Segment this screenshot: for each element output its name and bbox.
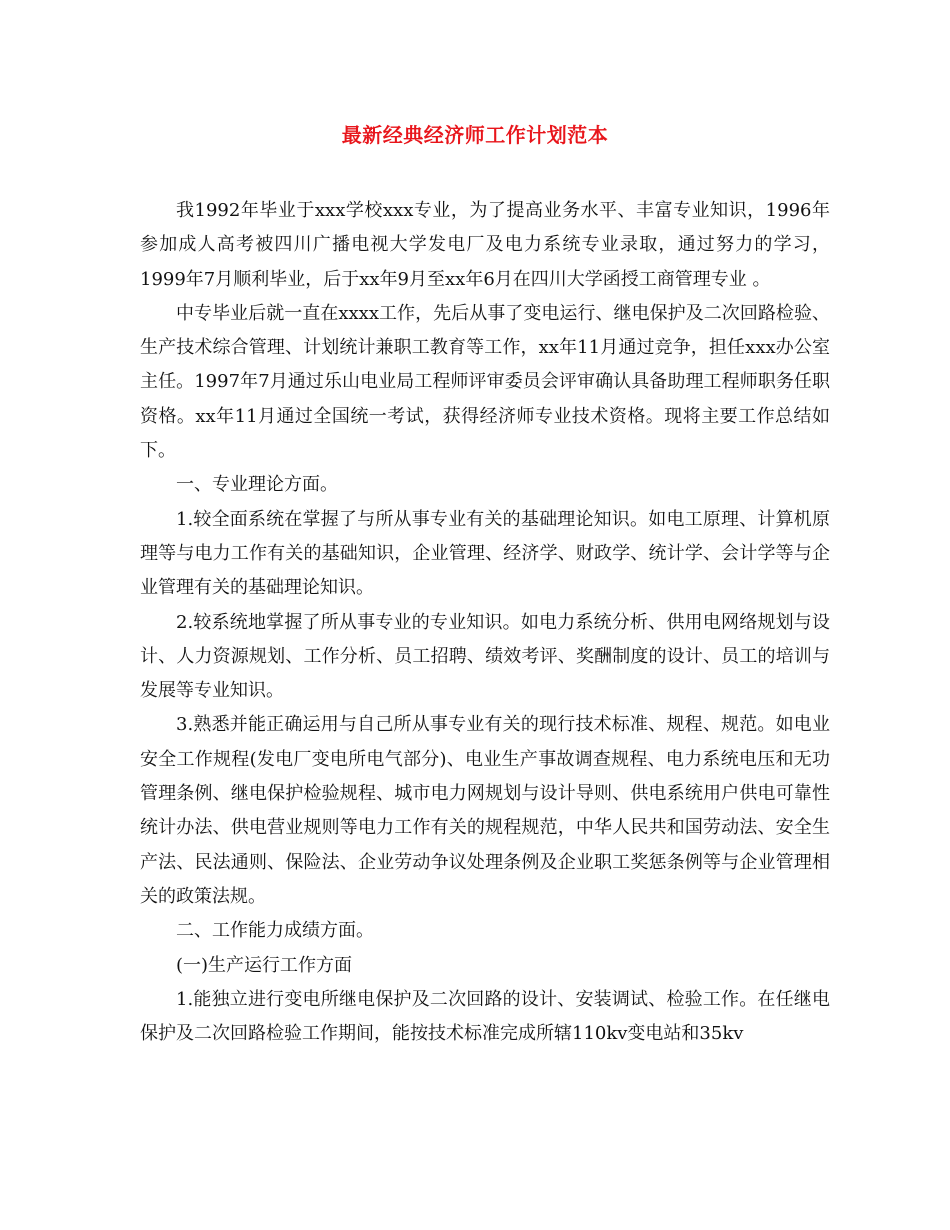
- document-body: [140, 194, 830, 1051]
- paragraph: 1.能独立进行变电所继电保护及二次回路的设计、安装调试、检验工作。在任继电保护及二次回路检验工作期间，能按技术标准完成所辖110kv变电站和35kv: [140, 988, 830, 1045]
- paragraph: 2.较系统地掌握了所从事专业的专业知识。如电力系统分析、供用电网络规划与设计、人力资源规划、工作分析、员工招聘、绩效考评、奖酬制度的设计、员工的培训与发展等专业知识。: [140, 611, 830, 702]
- document-title: 最新经典经济师工作计划范本: [341, 123, 609, 147]
- paragraph: 中专毕业后就一直在xxxx工作，先后从事了变电运行、继电保护及二次回路检验、生产技术综合管理、计划统计兼职工教育等工作，xx年11月通过竞争，担任xxx办公室主任。1997年7月通过乐山电业局工程师评审委员会评审确认具备助理工程师职务任职资格。xx年11月通过全国统一考试，获得经济师专业技术资格。现将主要工作总结如下。: [140, 302, 830, 462]
- subsection-heading: (一)生产运行工作方面: [176, 954, 353, 976]
- paragraph: 1.较全面系统在掌握了与所从事专业有关的基础理论知识。如电工原理、计算机原理等与电力工作有关的基础知识，企业管理、经济学、财政学、统计学、会计学等与企业管理有关的基础理论知识。: [140, 508, 830, 599]
- paragraph: 3.熟悉并能正确运用与自己所从事专业有关的现行技术标准、规程、规范。如电业安全工作规程(发电厂变电所电气部分)、电业生产事故调查规程、电力系统电压和无功管理条例、继电保护检验规程、城市电力网规划与设计导则、供电系统用户供电可靠性统计办法、供电营业规则等电力工作有关的规程规范，中华人民共和国劳动法、安全生产法、民法通则、保险法、企业劳动争议处理条例及企业职工奖惩条例等与企业管理相关的政策法规。: [140, 714, 830, 907]
- section-heading: 一、专业理论方面。: [176, 474, 338, 496]
- paragraph: 我1992年毕业于xxx学校xxx专业，为了提高业务水平、丰富专业知识，1996年参加成人高考被四川广播电视大学发电厂及电力系统专业录取，通过努力的学习，1999年7月顺利毕业，后于xx年9月至xx年6月在四川大学函授工商管理专业 。: [140, 200, 830, 290]
- section-heading: 二、工作能力成绩方面。: [176, 920, 374, 942]
